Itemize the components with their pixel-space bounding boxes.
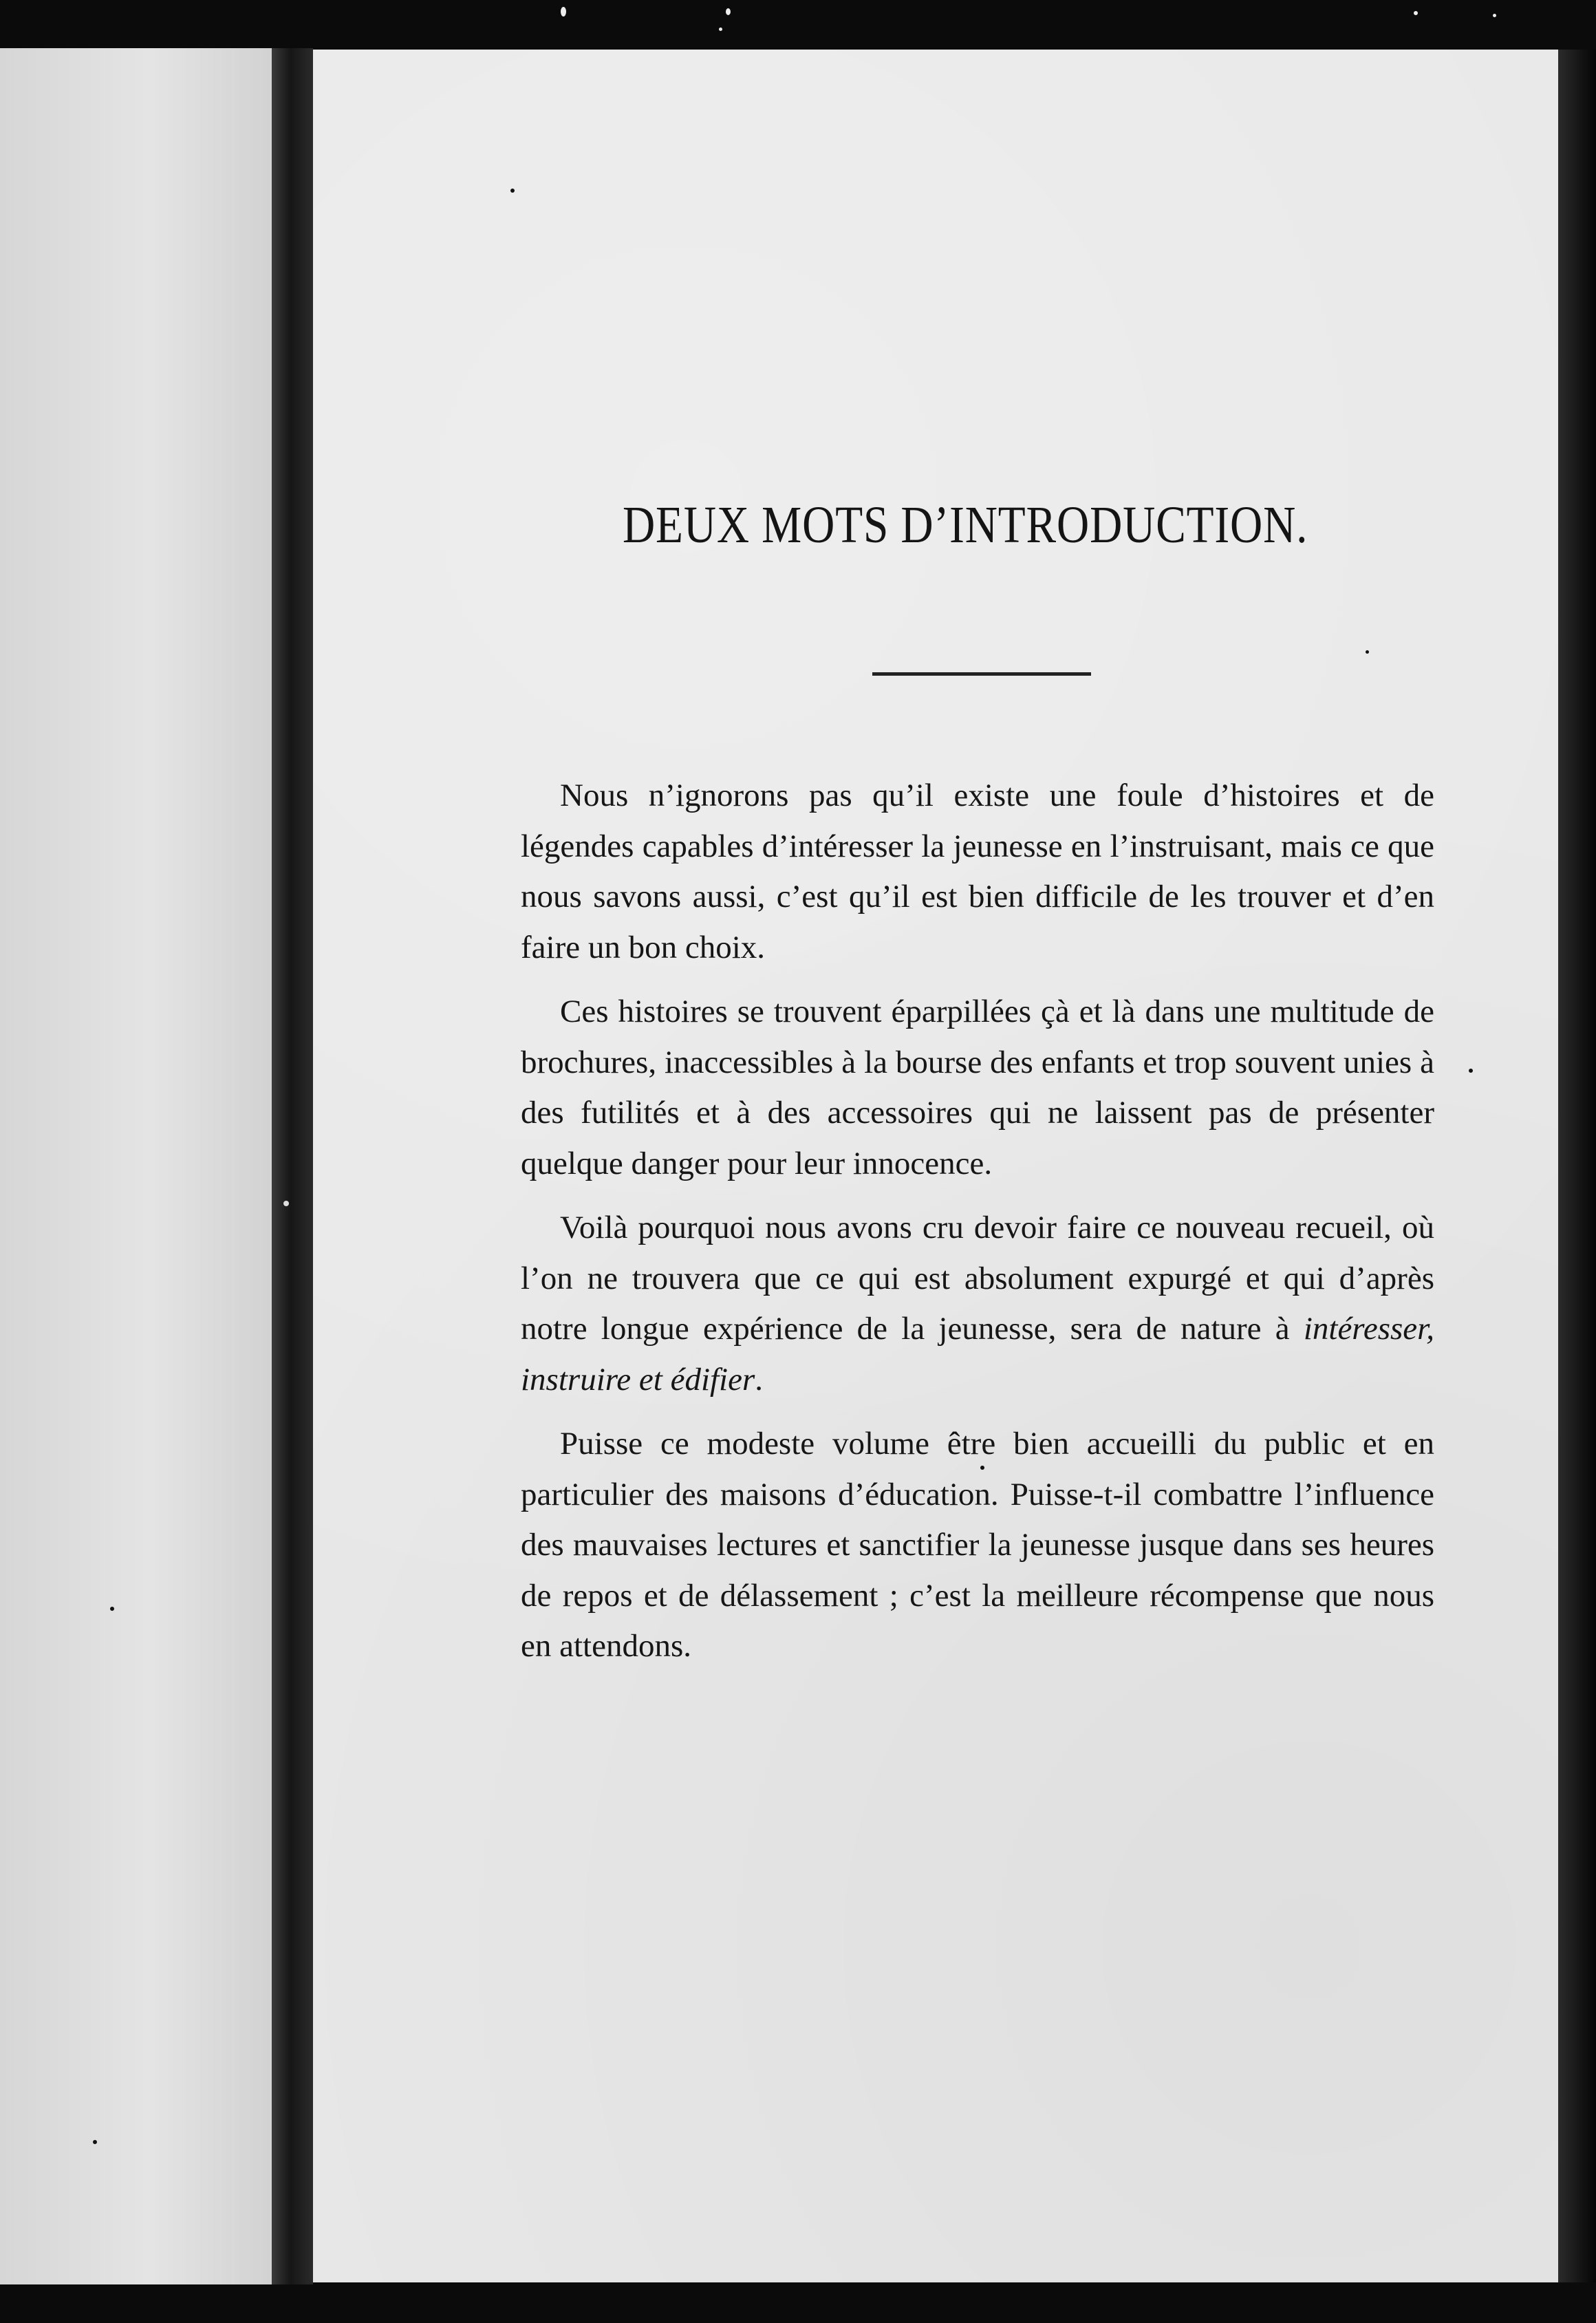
introduction-text — [521, 771, 1434, 1686]
paragraph-2: Ces histoires se trouvent éparpillées çà et là dans une multitude de brochures, inaccessibles à la bourse des enfants et trop souvent unies à des futilités et à des accessoires qui ne laissent pas de présenter quelque danger pour leur innocence. — [521, 994, 1434, 1181]
scan-speck — [110, 1607, 114, 1611]
paragraph-3-text: Voilà pourquoi nous avons cru devoir faire ce nouveau recueil, où l’on ne trouvera que ce qui est absolument expurgé et qui d’après notre longue expérience de la jeunesse, sera de nature à — [521, 1210, 1434, 1347]
paragraph-3-end: . — [755, 1361, 764, 1398]
page-right-edge — [1558, 50, 1596, 2282]
scan-speck — [1469, 1069, 1473, 1073]
page-title: DEUX MOTS D’INTRODUCTION. — [623, 496, 1308, 554]
binding-gutter — [272, 48, 313, 2284]
scan-speck — [283, 1201, 289, 1206]
paragraph-3-italic: intéresser, instruire et édifier — [521, 1311, 1434, 1398]
scan-speck — [561, 7, 566, 17]
previous-page-edge — [0, 48, 272, 2284]
scan-speck — [719, 28, 722, 31]
scan-speck — [510, 189, 515, 193]
paragraph-1: Nous n’ignorons pas qu’il existe une foule d’histoires et de légendes capables d’intéresser la jeunesse en l’instruisant, mais ce que nous savons aussi, c’est qu’il est bien difficile de les trouver et d’en faire un bon choix. — [521, 778, 1434, 965]
paragraph-3 — [521, 1203, 1434, 1405]
scan-speck — [93, 2140, 97, 2144]
paragraph-4: Puisse ce modeste volume être bien accueilli du public et en particulier des maisons d’éducation. Puisse-t-il combattre l’influence des mauvaises lectures et sanctifier la jeunesse jusque dans ses heures de repos et de délassement ; c’est la meilleure récompense que nous en attendons. — [521, 1426, 1434, 1664]
scan-speck — [726, 8, 731, 15]
title-rule — [872, 672, 1091, 676]
scan-speck — [1493, 14, 1496, 17]
scan-speck — [1414, 11, 1418, 15]
scan-speck — [1366, 650, 1369, 654]
